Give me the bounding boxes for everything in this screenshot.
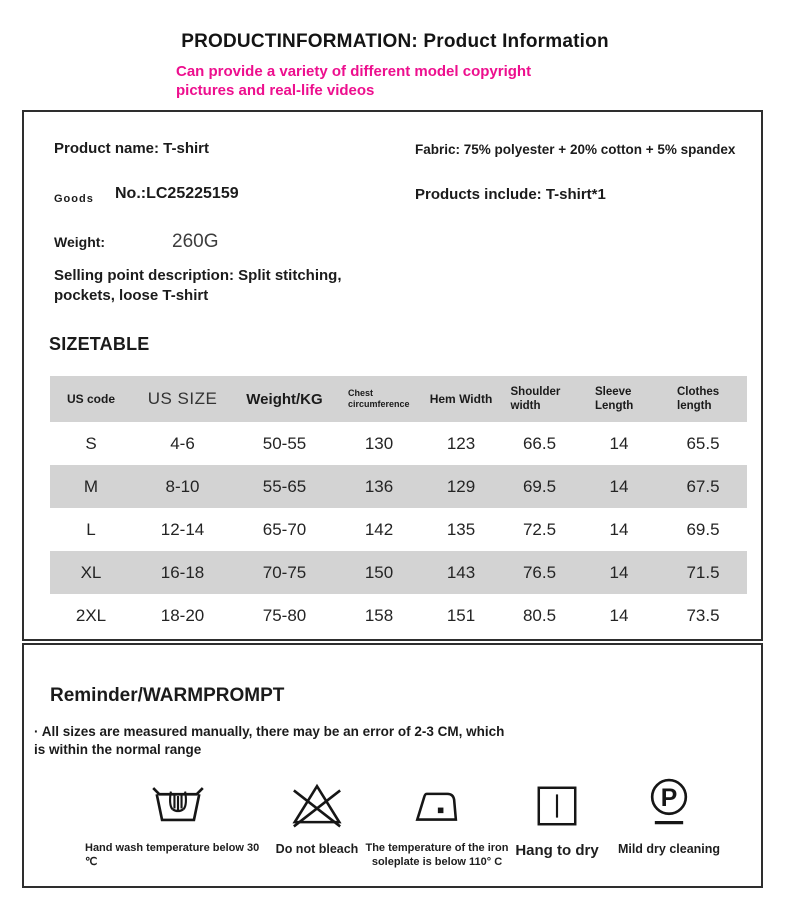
table-row [50, 551, 747, 594]
table-cell: 55-65 [262, 476, 307, 496]
table-header-row [50, 376, 747, 422]
table-cell: 129 [446, 476, 476, 496]
table-cell: 69.5 [686, 519, 720, 539]
table-cell: 71.5 [686, 562, 720, 582]
hand-wash-icon [147, 771, 209, 835]
hang-to-dry-icon [528, 771, 586, 835]
table-cell: 151 [446, 605, 476, 625]
table-cell: 65.5 [686, 433, 720, 453]
care-item-hand-wash [84, 771, 272, 870]
table-cell: XL [80, 562, 102, 582]
table-cell: 14 [609, 433, 629, 453]
column-header: Hem Width [429, 392, 493, 406]
selling-point: Selling point description: Split stitching, pockets, loose T-shirt [54, 267, 342, 304]
table-cell: 4-6 [170, 433, 195, 453]
table-cell: 130 [364, 433, 394, 453]
care-label: Hand wash temperature below 30 ℃ [85, 842, 260, 869]
column-header: US SIZE [147, 389, 218, 408]
table-cell: 12-14 [160, 519, 205, 539]
goods-label: Goods [54, 193, 94, 205]
care-label: Mild dry cleaning [617, 842, 721, 856]
care-label: Do not bleach [275, 842, 359, 856]
table-cell: 14 [609, 605, 629, 625]
table-cell: 70-75 [262, 562, 307, 582]
iron-low-temperature-icon [407, 771, 467, 835]
table-cell: 8-10 [165, 476, 200, 496]
table-row [50, 422, 747, 465]
table-cell: 136 [364, 476, 394, 496]
reminder-heading: Reminder/WARMPROMPT [50, 685, 285, 706]
size-table-heading: SIZETABLE [49, 334, 150, 354]
care-label: The temperature of the iron soleplate is below 110° C [365, 842, 509, 869]
table-cell: 67.5 [686, 476, 720, 496]
page-subtitle: Can provide a variety of different model copyright pictures and real-life videos [176, 63, 532, 100]
care-instructions-row [24, 771, 761, 881]
reminder-note: · All sizes are measured manually, there may be an error of 2-3 CM, which is within the normal range [34, 724, 505, 758]
table-cell: 65-70 [262, 519, 307, 539]
column-header: Clothes length [677, 385, 720, 412]
table-cell: L [86, 519, 96, 539]
table-cell: 135 [446, 519, 476, 539]
product-name: Product name: T-shirt [54, 140, 210, 157]
table-cell: 69.5 [522, 476, 557, 496]
reminder-box [22, 643, 763, 888]
table-cell: 80.5 [522, 605, 557, 625]
table-cell: 73.5 [686, 605, 720, 625]
weight-value: 260G [172, 231, 219, 252]
table-cell: 75-80 [262, 605, 307, 625]
size-table [50, 376, 747, 637]
column-header: Sleeve Length [595, 385, 634, 412]
column-header: Chest circumference [348, 388, 410, 409]
table-cell: 14 [609, 476, 629, 496]
column-header: Shoulder width [510, 385, 561, 412]
table-cell: S [85, 433, 97, 453]
product-info-box [22, 110, 763, 641]
product-fabric: Fabric: 75% polyester + 20% cotton + 5% spandex [415, 142, 736, 157]
table-row [50, 594, 747, 637]
table-cell: 142 [364, 519, 394, 539]
svg-text:P: P [660, 784, 678, 812]
table-cell: 16-18 [160, 562, 205, 582]
table-cell: 66.5 [522, 433, 557, 453]
goods-number: No.:LC25225159 [115, 185, 239, 202]
table-cell: 50-55 [262, 433, 307, 453]
products-include: Products include: T-shirt*1 [415, 186, 606, 203]
table-cell: 143 [446, 562, 476, 582]
weight-label: Weight: [54, 234, 106, 250]
table-cell: 18-20 [160, 605, 205, 625]
do-not-bleach-icon [287, 771, 347, 835]
page-title: PRODUCTINFORMATION: Product Information [181, 31, 609, 52]
table-cell: 76.5 [522, 562, 557, 582]
table-cell: 2XL [75, 605, 107, 625]
table-row [50, 465, 747, 508]
table-cell: 150 [364, 562, 394, 582]
table-cell: 14 [609, 519, 629, 539]
table-cell: 72.5 [522, 519, 557, 539]
table-cell: 158 [364, 605, 394, 625]
table-cell: M [83, 476, 99, 496]
table-cell: 123 [446, 433, 476, 453]
table-cell: 14 [609, 562, 629, 582]
care-label: Hang to dry [515, 842, 599, 859]
table-row [50, 508, 747, 551]
care-item-mild-dry-cleaning [587, 771, 751, 857]
column-header: US code [66, 392, 115, 406]
column-header: Weight/KG [246, 390, 323, 408]
mild-dry-cleaning-icon [638, 771, 700, 835]
